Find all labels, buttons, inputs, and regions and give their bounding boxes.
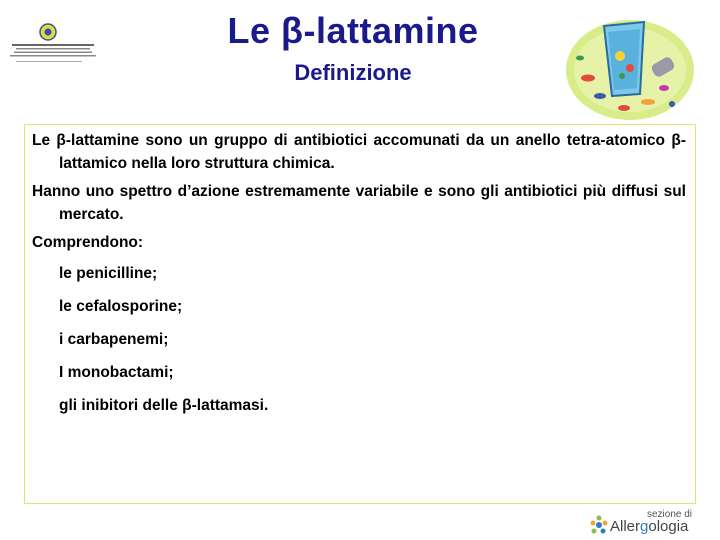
- list-item: i carbapenemi;: [59, 331, 169, 348]
- spectrum-paragraph: Hanno uno spettro d’azione estremamente variabile e sono gli antibiotici più diffusi sul mercato.: [32, 183, 686, 223]
- comprendono-heading: Comprendono:: [32, 234, 144, 251]
- logo-brand-rest: ologia: [648, 518, 689, 535]
- definition-paragraph: Le β-lattamine sono un gruppo di antibiotici accomunati da un anello tetra-atomico β-lattamico nella loro struttura chimica.: [32, 132, 686, 172]
- definition-body: [32, 129, 686, 427]
- page-subtitle: Definizione: [294, 60, 412, 85]
- logo-flower-icon: [588, 514, 610, 536]
- page-title: Le β-lattamine: [227, 10, 479, 51]
- list-item: I monobactami;: [59, 364, 174, 381]
- list-item: le cefalosporine;: [59, 298, 183, 315]
- logo-brand-prefix: Aller: [610, 518, 641, 535]
- list-item: le penicilline;: [59, 265, 158, 282]
- allergologia-logo: [588, 506, 716, 538]
- logo-brand-text: [610, 518, 688, 535]
- medicine-glass-clipart: [560, 12, 700, 124]
- list-item: gli inibitori delle β-lattamasi.: [59, 397, 269, 414]
- logo-brand-accent: g: [640, 518, 649, 535]
- logo-small-text: sezione di: [646, 509, 692, 520]
